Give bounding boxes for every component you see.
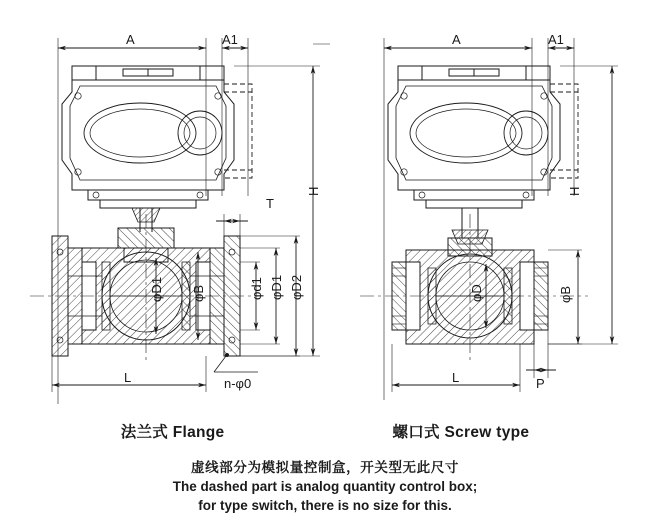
label-phiD1-vert-flange: φD1 xyxy=(269,274,284,300)
label-T-flange: T xyxy=(266,196,274,211)
label-A1-flange: A1 xyxy=(222,32,238,47)
label-H-screw: H xyxy=(567,186,582,196)
note-line-3: for type switch, there is no size for this. xyxy=(198,498,452,513)
label-L-screw: L xyxy=(452,370,460,385)
view-flange xyxy=(30,38,330,404)
figure-notes xyxy=(0,458,650,515)
label-H-flange: H xyxy=(306,186,321,196)
label-A-screw: A xyxy=(452,32,461,47)
label-A1-screw: A1 xyxy=(548,32,564,47)
note-line-2: The dashed part is analog quantity control box; xyxy=(172,479,478,494)
caption-flange: 法兰式 Flange xyxy=(120,424,225,441)
label-A-flange: A xyxy=(126,32,135,47)
view-captions xyxy=(0,420,650,442)
label-phiB-screw: φB xyxy=(558,285,573,303)
label-n-phi0-flange: n-φ0 xyxy=(224,376,252,391)
dim-H-flange xyxy=(234,66,320,356)
label-phiD1-inner-flange: φD1 xyxy=(149,276,164,302)
label-phid1-flange: φd1 xyxy=(249,277,264,300)
label-phiD-screw: φD xyxy=(469,284,484,302)
label-P-screw: P xyxy=(536,376,545,391)
caption-screw: 螺口式 Screw type xyxy=(392,424,530,441)
note-line-1: 虚线部分为模拟量控制盒，开关型无此尺寸 xyxy=(191,460,459,475)
label-L-flange: L xyxy=(124,370,132,385)
dim-T-flange xyxy=(216,214,248,238)
view-screw xyxy=(360,38,618,400)
label-phiB-flange: φB xyxy=(191,284,206,302)
label-phiD2-flange: φD2 xyxy=(289,274,304,300)
